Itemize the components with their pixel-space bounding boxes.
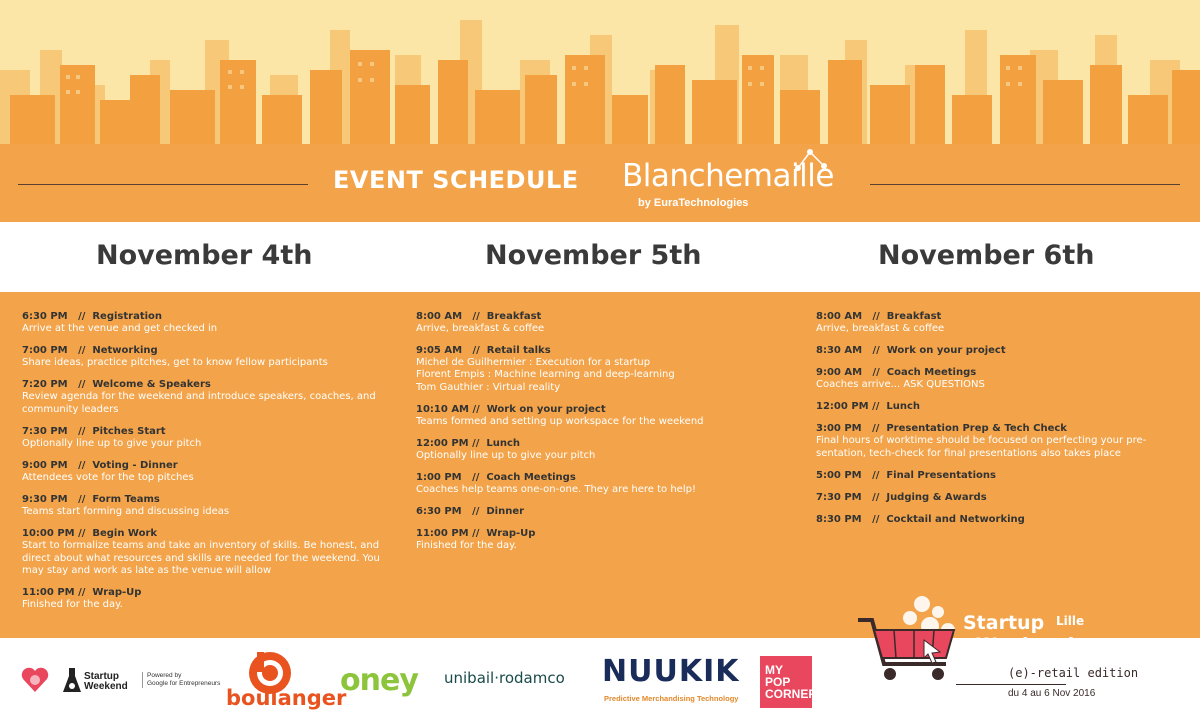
schedule-item <box>816 423 1186 459</box>
schedule-item <box>816 367 1186 391</box>
schedule-body <box>0 292 1200 638</box>
skyline-illustration <box>0 0 1200 148</box>
schedule-item <box>22 587 392 611</box>
date-day-1: November 4th <box>96 240 313 271</box>
unibail-rodamco-logo: unibail·rodamco <box>444 669 565 687</box>
schedule-item-title: 12:00 PM // Lunch <box>816 401 920 413</box>
boulanger-logo: boulanger <box>226 686 347 710</box>
schedule-item <box>816 345 1186 357</box>
badge-divider <box>956 684 1066 685</box>
schedule-item <box>816 492 1186 504</box>
schedule-item-description: Teams formed and setting up workspace for the weekend <box>416 415 704 427</box>
schedule-item-description: Share ideas, practice pitches, get to know fellow participants <box>22 357 328 369</box>
schedule-item <box>816 401 1186 413</box>
schedule-item-title: 7:20 PM // Welcome & Speakers <box>22 379 211 391</box>
nukik-tagline: Predictive Merchandising Technology <box>604 694 739 703</box>
startup-weekend-flask-icon <box>62 666 82 696</box>
schedule-item <box>416 472 786 496</box>
badge-startup: Startup <box>963 612 1045 634</box>
badge-lille: Lille <box>1056 614 1085 628</box>
schedule-item-title: 9:30 PM // Form Teams <box>22 494 160 506</box>
schedule-item-title: 12:00 PM // Lunch <box>416 438 520 450</box>
schedule-item-title: 11:00 PM // Wrap-Up <box>416 528 536 540</box>
schedule-column-day-1 <box>22 311 392 621</box>
schedule-item-description: Coaches help teams one-on-one. They are here to help! <box>416 484 696 496</box>
schedule-item <box>22 345 392 369</box>
badge-weekend: Weekend <box>976 634 1075 656</box>
blanchemaille-logo <box>622 152 862 212</box>
title-band <box>0 144 1200 222</box>
schedule-item <box>816 470 1186 482</box>
schedule-column-day-3 <box>816 311 1186 536</box>
startup-weekend-badge <box>830 590 1200 717</box>
schedule-item-title: 10:00 PM // Begin Work <box>22 528 158 540</box>
schedule-item-title: 6:30 PM // Registration <box>22 311 163 322</box>
schedule-item <box>22 426 392 450</box>
schedule-item-title: 5:00 PM // Final Presentations <box>816 469 996 481</box>
schedule-item <box>816 311 1186 335</box>
schedule-item-description: Optionally line up to give your pitch <box>416 450 596 462</box>
date-day-2: November 5th <box>485 240 702 271</box>
schedule-item-description: Michel de Guilhermier : Execution for a startup Florent Empis : Machine learning and deep-learning Tom Gauthier : Virtual reality <box>416 357 675 393</box>
schedule-item-description: Start to formalize teams and take an inventory of skills. Be honest, and direct about what resources and skills are needed for the weekend. You may stay and work as late as the venue will allow <box>22 540 380 576</box>
schedule-item-title: 8:00 AM // Breakfast <box>816 311 942 322</box>
schedule-item-title: 3:00 PM // Presentation Prep & Tech Check <box>816 423 1067 435</box>
schedule-item-title: 8:00 AM // Breakfast <box>416 311 542 322</box>
oney-logo: oney <box>340 663 418 698</box>
schedule-item <box>416 311 786 335</box>
schedule-item-title: 9:05 AM // Retail talks <box>416 345 551 357</box>
schedule-item-description: Teams start forming and discussing ideas <box>22 506 230 518</box>
schedule-item <box>22 379 392 415</box>
schedule-item-title: 11:00 PM // Wrap-Up <box>22 587 142 599</box>
date-day-3: November 6th <box>878 240 1095 271</box>
schedule-item-description: Coaches arrive... ASK QUESTIONS <box>816 379 985 391</box>
schedule-item-description: Review agenda for the weekend and introduce speakers, coaches, and community leaders <box>22 391 376 415</box>
schedule-item <box>22 460 392 484</box>
schedule-item-title: 7:30 PM // Judging & Awards <box>816 491 987 503</box>
skyline-banner <box>0 0 1200 148</box>
schedule-item-title: 8:30 AM // Work on your project <box>816 345 1006 357</box>
schedule-item-title: 1:00 PM // Coach Meetings <box>416 472 576 484</box>
date-headers <box>0 222 1200 292</box>
nukik-logo: NUUKIK <box>602 654 740 689</box>
badge-dates: du 4 au 6 Nov 2016 <box>1008 688 1096 699</box>
schedule-item-description: Optionally line up to give your pitch <box>22 437 202 449</box>
schedule-item-title: 7:30 PM // Pitches Start <box>22 425 166 437</box>
schedule-item <box>416 528 786 552</box>
schedule-item <box>22 528 392 577</box>
schedule-item-title: 8:30 PM // Cocktail and Networking <box>816 513 1025 525</box>
page-title: EVENT SCHEDULE <box>333 166 579 194</box>
startup-weekend-logo-text: Startup Weekend <box>84 671 128 692</box>
schedule-item-title: 6:30 PM // Dinner <box>416 506 525 518</box>
title-divider-right <box>870 184 1180 185</box>
powered-by-google: Powered by Google for Entrepreneurs <box>142 672 220 688</box>
schedule-item <box>22 311 392 335</box>
title-divider-left <box>18 184 308 185</box>
schedule-item-title: 9:00 PM // Voting - Dinner <box>22 460 178 472</box>
schedule-item <box>22 494 392 518</box>
schedule-item-description: Arrive, breakfast & coffee <box>816 323 945 334</box>
brand-subtitle: by EuraTechnologies <box>638 197 749 209</box>
schedule-item <box>416 404 786 428</box>
schedule-item-title: 7:00 PM // Networking <box>22 345 158 357</box>
schedule-item-description: Finished for the day. <box>416 540 517 552</box>
schedule-item <box>816 514 1186 526</box>
schedule-item-description: Final hours of worktime should be focused on perfecting your pre-sentation, tech-check for final presentations also takes place <box>816 435 1147 459</box>
schedule-item-description: Attendees vote for the top pitches <box>22 472 194 484</box>
schedule-item-description: Arrive at the venue and get checked in <box>22 323 218 334</box>
badge-edition: (e)-retail edition <box>1008 666 1139 680</box>
schedule-item <box>416 506 786 518</box>
shopping-cart-icon <box>850 590 970 685</box>
schedule-item-description: Arrive, breakfast & coffee <box>416 323 545 334</box>
schedule-item-title: 9:00 AM // Coach Meetings <box>816 367 977 379</box>
schedule-item <box>416 345 786 394</box>
schedule-item-description: Finished for the day. <box>22 599 123 611</box>
my-pop-corner-logo: MY POP CORNER <box>760 656 812 708</box>
schedule-column-day-2 <box>416 311 786 563</box>
schedule-item <box>416 438 786 462</box>
brand-name: Blanchemaille <box>622 158 834 194</box>
heart-logo-icon <box>20 665 50 695</box>
schedule-item-title: 10:10 AM // Work on your project <box>416 403 606 415</box>
